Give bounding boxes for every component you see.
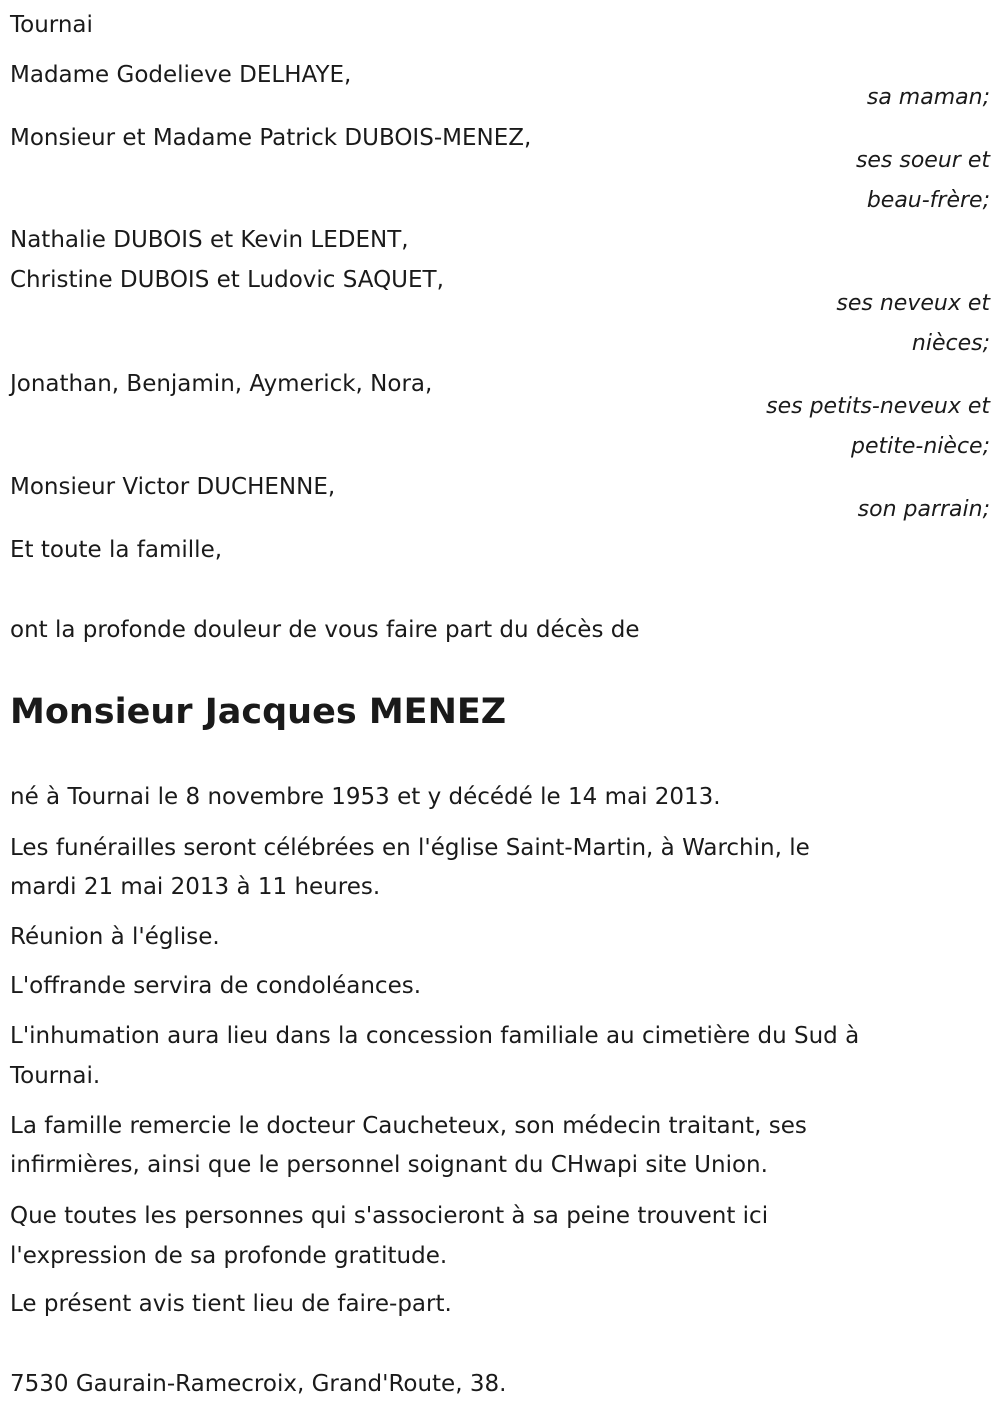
family-member: Nathalie DUBOIS et Kevin LEDENT, (10, 227, 409, 253)
relation: nièces; (911, 331, 990, 356)
family-member: Madame Godelieve DELHAYE, (10, 62, 352, 88)
relation: ses petits-neveux et (766, 394, 990, 419)
relation: petite-nièce; (851, 434, 990, 459)
family-member: Et toute la famille, (10, 537, 223, 563)
city: Tournai (10, 12, 93, 38)
paragraph: mardi 21 mai 2013 à 11 heures. (10, 874, 381, 900)
announcement: ont la profonde douleur de vous faire part du décès de (10, 617, 640, 643)
paragraph: né à Tournai le 8 novembre 1953 et y décédé le 14 mai 2013. (10, 784, 721, 810)
family-member: Monsieur Victor DUCHENNE, (10, 474, 336, 500)
relation: ses soeur et (855, 148, 990, 173)
paragraph: Tournai. (10, 1063, 101, 1089)
family-member: Christine DUBOIS et Ludovic SAQUET, (10, 267, 444, 293)
family-member: Jonathan, Benjamin, Aymerick, Nora, (10, 371, 433, 397)
relation: sa maman; (866, 85, 990, 110)
family-member: Monsieur et Madame Patrick DUBOIS-MENEZ, (10, 125, 532, 151)
deceased-name: Monsieur Jacques MENEZ (10, 692, 507, 732)
address: 7530 Gaurain-Ramecroix, Grand'Route, 38. (10, 1371, 507, 1397)
paragraph: infirmières, ainsi que le personnel soignant du CHwapi site Union. (10, 1152, 768, 1178)
paragraph: Que toutes les personnes qui s'associeront à sa peine trouvent ici (10, 1203, 769, 1229)
paragraph: Les funérailles seront célébrées en l'église Saint-Martin, à Warchin, le (10, 835, 810, 861)
paragraph: L'inhumation aura lieu dans la concession familiale au cimetière du Sud à (10, 1023, 860, 1049)
paragraph: Réunion à l'église. (10, 924, 220, 950)
paragraph: L'offrande servira de condoléances. (10, 973, 422, 999)
paragraph: La famille remercie le docteur Caucheteux, son médecin traitant, ses (10, 1113, 807, 1139)
relation: ses neveux et (836, 291, 990, 316)
relation: beau-frère; (866, 188, 990, 213)
paragraph: Le présent avis tient lieu de faire-part. (10, 1291, 452, 1317)
paragraph: l'expression de sa profonde gratitude. (10, 1243, 448, 1269)
relation: son parrain; (857, 497, 990, 522)
